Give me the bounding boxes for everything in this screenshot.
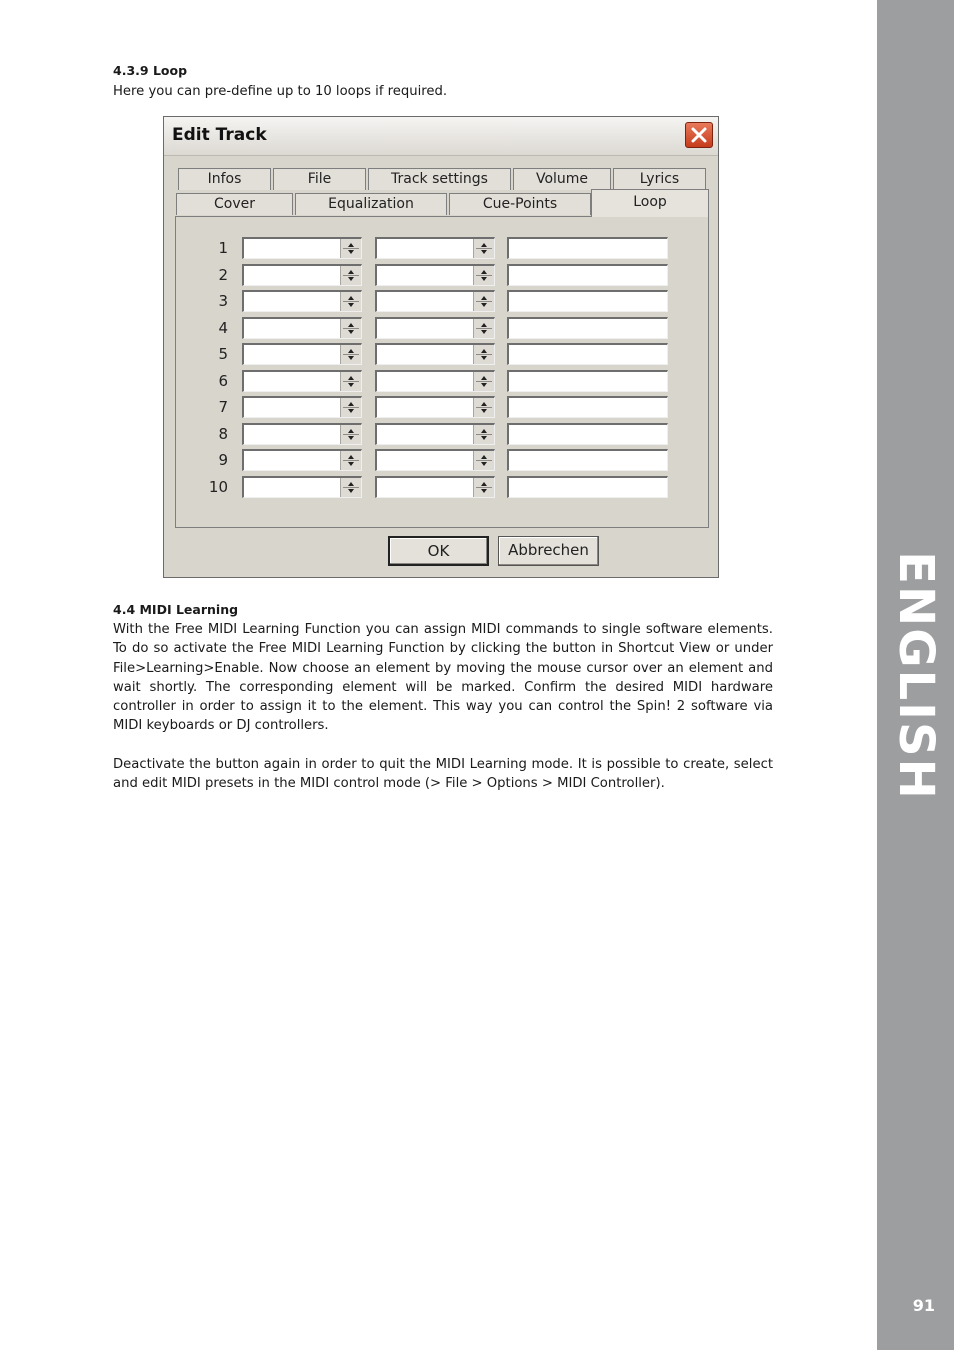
loop-row-number: 10 [208,478,228,496]
loop-row-number: 3 [218,292,228,310]
loop-end-spinner[interactable] [375,264,495,286]
loop-end-spinner[interactable] [375,237,495,259]
loop-name-field[interactable] [507,317,668,339]
loop-start-spinner[interactable] [242,264,362,286]
loop-row-number: 8 [218,425,228,443]
spinner-arrows-icon[interactable] [473,319,494,338]
spinner-arrows-icon[interactable] [473,292,494,311]
tab-lyrics[interactable]: Lyrics [613,168,706,190]
close-icon [691,127,707,143]
loop-end-spinner[interactable] [375,290,495,312]
cancel-button[interactable]: Abbrechen [498,536,599,566]
loop-end-spinner[interactable] [375,423,495,445]
tab-file[interactable]: File [273,168,366,190]
tab-equalization[interactable]: Equalization [295,193,447,215]
loop-start-spinner[interactable] [242,423,362,445]
spinner-arrows-icon[interactable] [473,398,494,417]
dialog-titlebar [164,117,718,156]
loop-name-field[interactable] [507,343,668,365]
spinner-arrows-icon[interactable] [473,345,494,364]
spinner-arrows-icon[interactable] [340,425,361,444]
section-text-loop: Here you can pre-define up to 10 loops if required. [113,84,448,99]
loop-name-field[interactable] [507,449,668,471]
loop-start-spinner[interactable] [242,343,362,365]
loop-name-field[interactable] [507,264,668,286]
spinner-arrows-icon[interactable] [473,239,494,258]
tab-infos[interactable]: Infos [178,168,271,190]
spinner-arrows-icon[interactable] [340,478,361,497]
section-heading-midi-learning: 4.4 MIDI Learning [113,602,239,617]
page-number: 91 [912,1296,935,1315]
loop-start-spinner[interactable] [242,290,362,312]
loop-start-spinner[interactable] [242,396,362,418]
edit-track-dialog [163,116,719,578]
close-button[interactable] [685,122,713,148]
loop-row-number: 1 [218,239,228,257]
spinner-arrows-icon[interactable] [473,372,494,391]
midi-learning-paragraph-1: With the Free MIDI Learning Function you can assign MIDI commands to single software elements. To do so activate the Free MIDI Learning Function by clicking the button in Shortcut View or under File>Learning>Enable. Now choose an element by moving the mouse cursor over an element and wait shortly. The corresponding element will be marked. Confirm the desired MIDI hardware controller in order to assign it to the element. This way you can control the Spin! 2 software via MIDI keyboards or DJ controllers. [113,622,773,734]
spinner-arrows-icon[interactable] [473,425,494,444]
loop-start-spinner[interactable] [242,237,362,259]
loop-start-spinner[interactable] [242,317,362,339]
loop-end-spinner[interactable] [375,370,495,392]
language-label [877,551,954,801]
dialog-title: Edit Track [172,125,267,145]
spinner-arrows-icon[interactable] [473,451,494,470]
tab-volume[interactable]: Volume [513,168,611,190]
spinner-arrows-icon[interactable] [340,292,361,311]
loop-name-field[interactable] [507,396,668,418]
spinner-arrows-icon[interactable] [473,266,494,285]
loop-row-number: 2 [218,266,228,284]
loop-end-spinner[interactable] [375,317,495,339]
tab-cover[interactable]: Cover [176,193,293,215]
loop-row-number: 4 [218,319,228,337]
language-text: ENGLISH [887,551,944,801]
loop-start-spinner[interactable] [242,476,362,498]
tab-cue-points[interactable]: Cue-Points [449,193,591,215]
spinner-arrows-icon[interactable] [340,266,361,285]
spinner-arrows-icon[interactable] [340,319,361,338]
tab-track-settings[interactable]: Track settings [368,168,511,190]
loop-end-spinner[interactable] [375,396,495,418]
spinner-arrows-icon[interactable] [473,478,494,497]
loop-end-spinner[interactable] [375,476,495,498]
loop-name-field[interactable] [507,370,668,392]
spinner-arrows-icon[interactable] [340,398,361,417]
midi-learning-paragraph-2: Deactivate the button again in order to quit the MIDI Learning mode. It is possible to create, select and edit MIDI presets in the MIDI control mode (> File > Options > MIDI Controller). [113,757,773,792]
ok-button[interactable]: OK [388,536,489,566]
spinner-arrows-icon[interactable] [340,345,361,364]
loop-row-number: 7 [218,398,228,416]
loop-start-spinner[interactable] [242,449,362,471]
loop-name-field[interactable] [507,237,668,259]
spinner-arrows-icon[interactable] [340,372,361,391]
loop-row-number: 9 [218,451,228,469]
loop-end-spinner[interactable] [375,449,495,471]
loop-name-field[interactable] [507,476,668,498]
tab-loop[interactable]: Loop [591,189,709,217]
loop-name-field[interactable] [507,423,668,445]
spinner-arrows-icon[interactable] [340,239,361,258]
loop-end-spinner[interactable] [375,343,495,365]
loop-start-spinner[interactable] [242,370,362,392]
loop-name-field[interactable] [507,290,668,312]
loop-row-number: 6 [218,372,228,390]
section-heading-loop: 4.3.9 Loop [113,63,188,78]
spinner-arrows-icon[interactable] [340,451,361,470]
loop-row-number: 5 [218,345,228,363]
